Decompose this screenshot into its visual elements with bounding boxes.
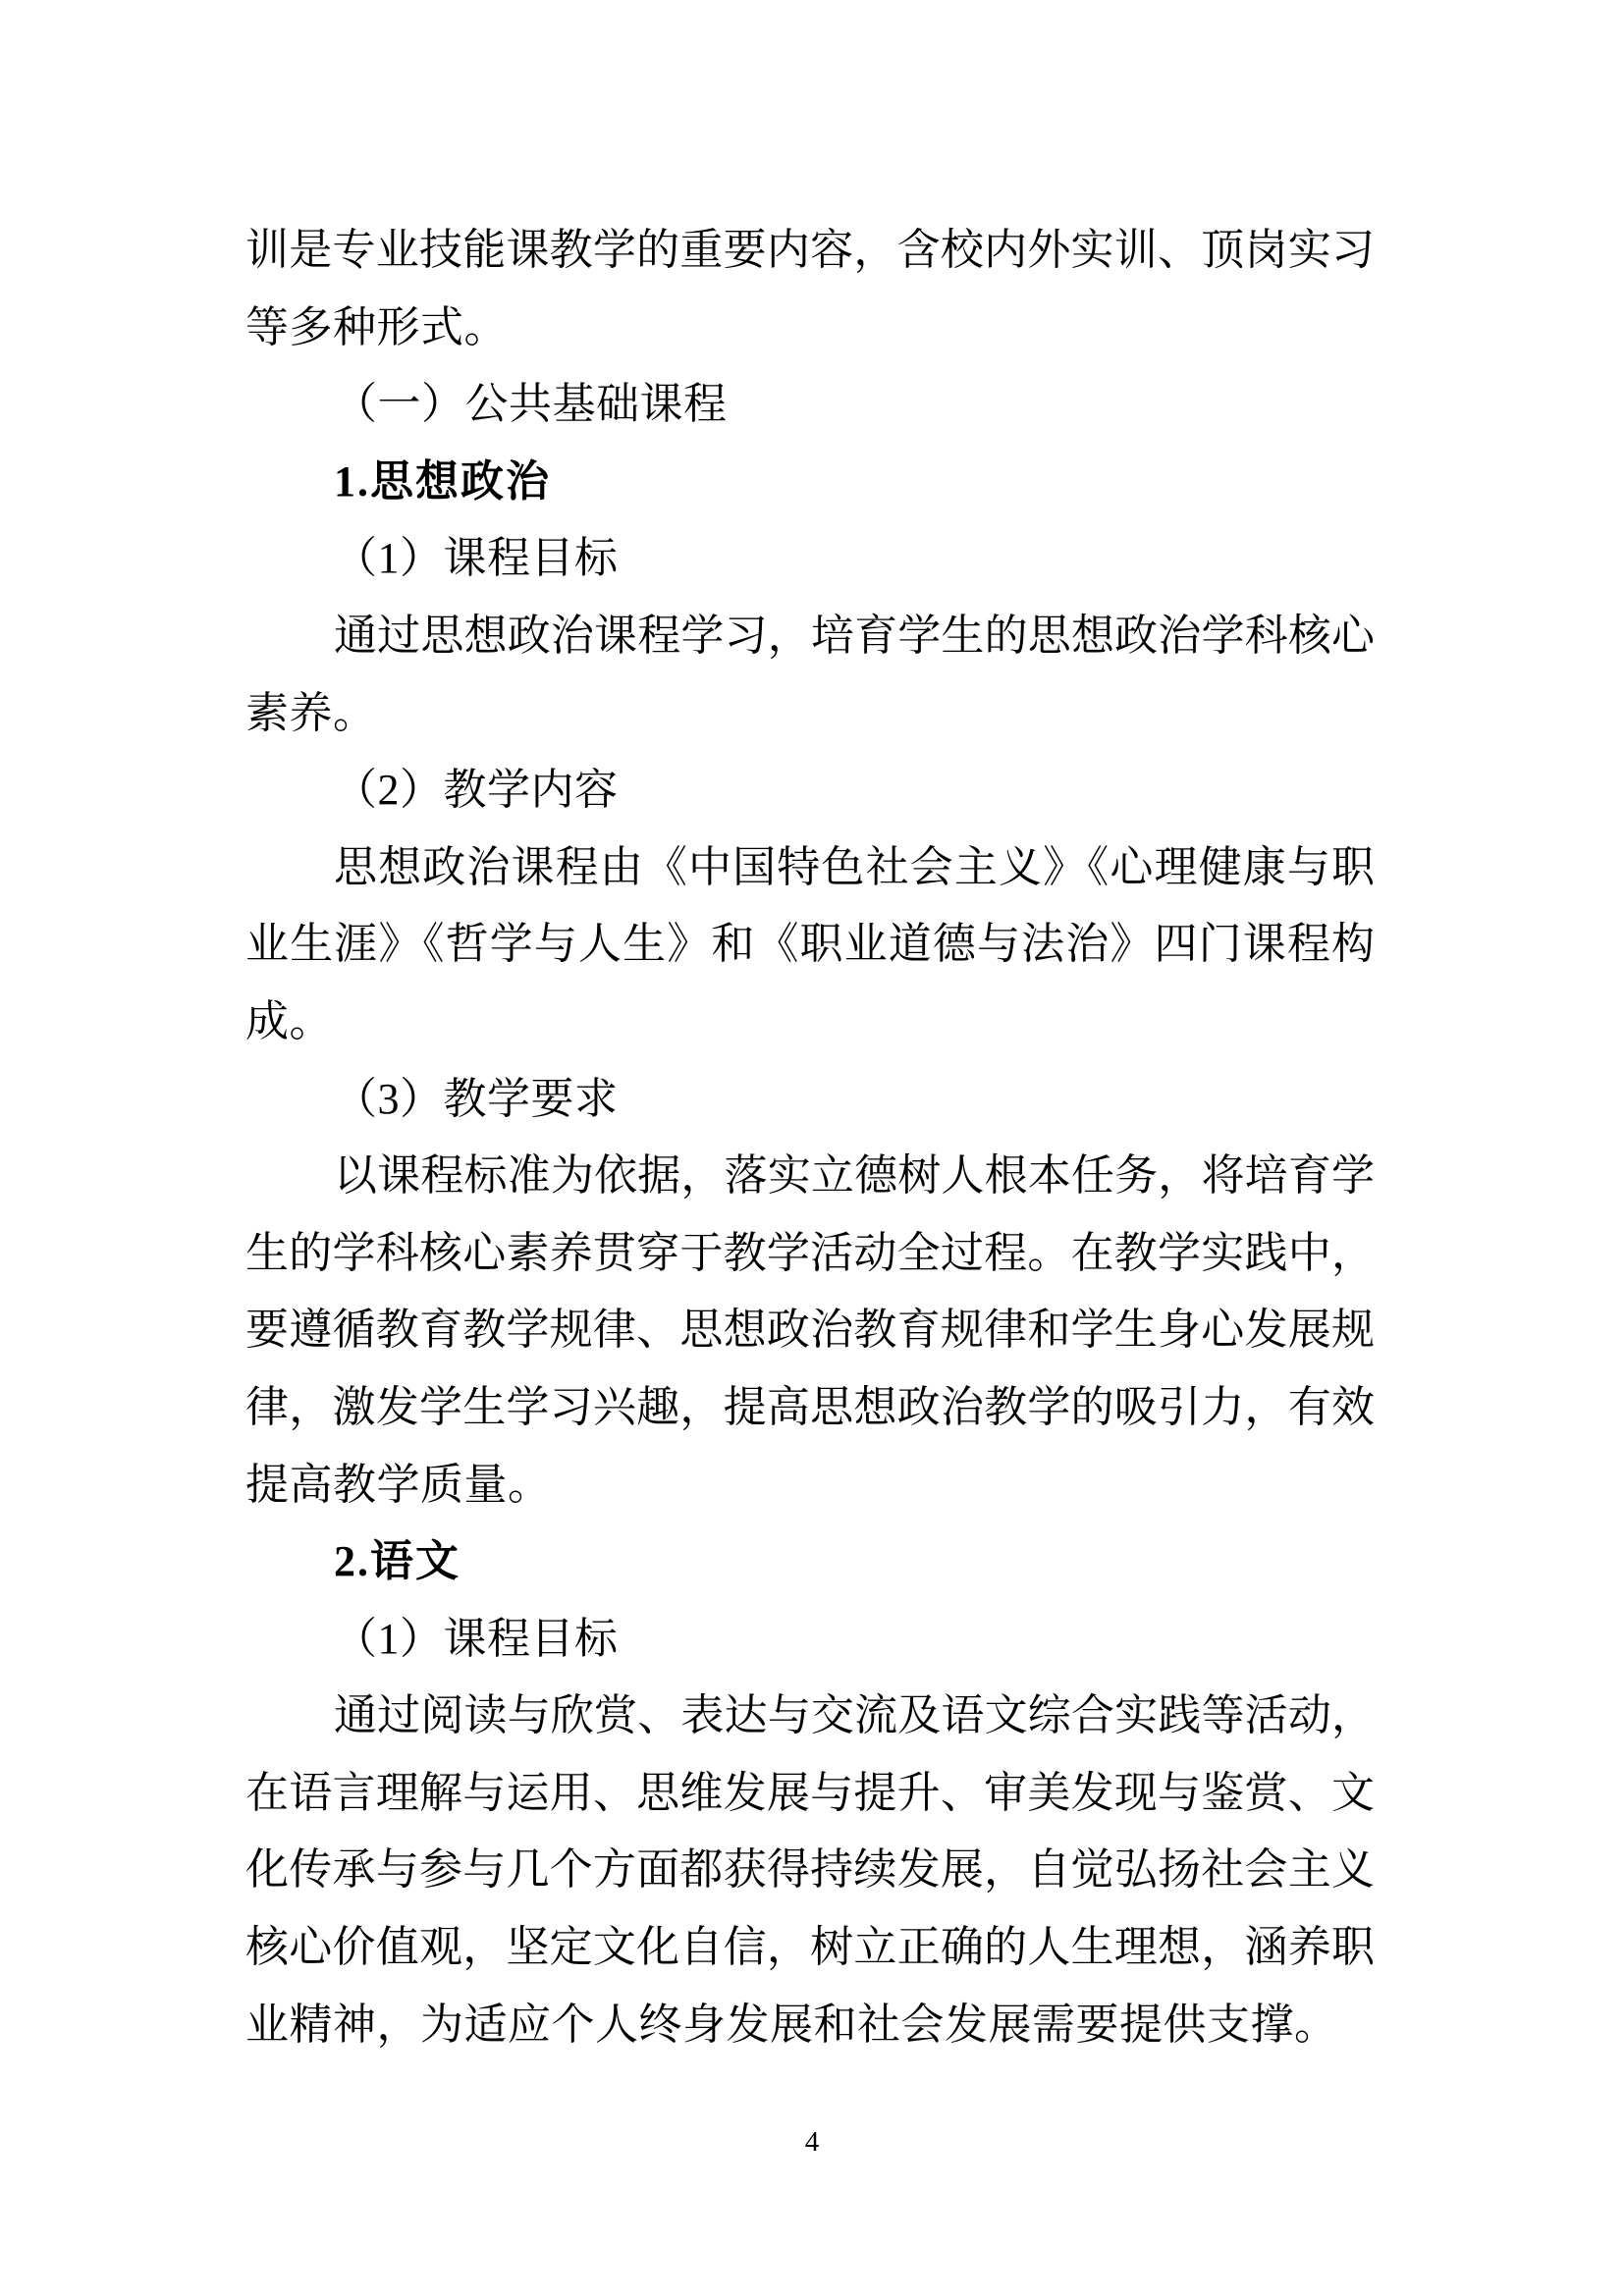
text-line: 业精神，为适应个人终身发展和社会发展需要提供支撑。 <box>245 2000 1338 2049</box>
text-line: 训是专业技能课教学的重要内容，含校内外实训、顶岗实习 <box>245 226 1375 274</box>
text-line: 核心价值观，坚定文化自信，树立正确的人生理想，涵养职 <box>245 1923 1375 1972</box>
text-line: 等多种形式。 <box>245 302 508 351</box>
text-line: 素养。 <box>245 688 377 737</box>
text-line: 以课程标准为依据，落实立德树人根本任务，将培育学 <box>334 1151 1375 1201</box>
text-line: 生的学科核心素养贯穿于教学活动全过程。在教学实践中， <box>245 1228 1375 1277</box>
subsection-heading: 2.语文 <box>334 1537 460 1586</box>
text-line: （1）课程目标 <box>334 1614 619 1663</box>
text-line: 思想政治课程由《中国特色社会主义》《心理健康与职 <box>334 842 1375 891</box>
text-line: 化传承与参与几个方面都获得持续发展，自觉弘扬社会主义 <box>245 1845 1375 1895</box>
text-line: 通过阅读与欣赏、表达与交流及语文综合实践等活动， <box>334 1691 1375 1740</box>
text-line: 业生涯》《哲学与人生》和《职业道德与法治》四门课程构 <box>245 920 1375 969</box>
text-line: 要遵循教育教学规律、思想政治教育规律和学生身心发展规 <box>245 1306 1375 1355</box>
text-line: 律，激发学生学习兴趣，提高思想政治教学的吸引力，有效 <box>245 1382 1375 1431</box>
text-line: 在语言理解与运用、思维发展与提升、审美发现与鉴赏、文 <box>245 1768 1375 1817</box>
text-line: 成。 <box>245 996 333 1045</box>
text-line: 通过思想政治课程学习，培育学生的思想政治学科核心 <box>334 611 1375 660</box>
subsection-heading: 1.思想政治 <box>334 456 551 506</box>
text-line: （2）教学内容 <box>334 766 619 815</box>
text-line: （3）教学要求 <box>334 1074 619 1123</box>
page-number: 4 <box>804 2126 820 2158</box>
text-line: （1）课程目标 <box>334 534 619 583</box>
document-text-block <box>245 212 1375 2063</box>
text-line: 提高教学质量。 <box>245 1460 552 1509</box>
section-heading: （一）公共基础课程 <box>334 380 728 429</box>
